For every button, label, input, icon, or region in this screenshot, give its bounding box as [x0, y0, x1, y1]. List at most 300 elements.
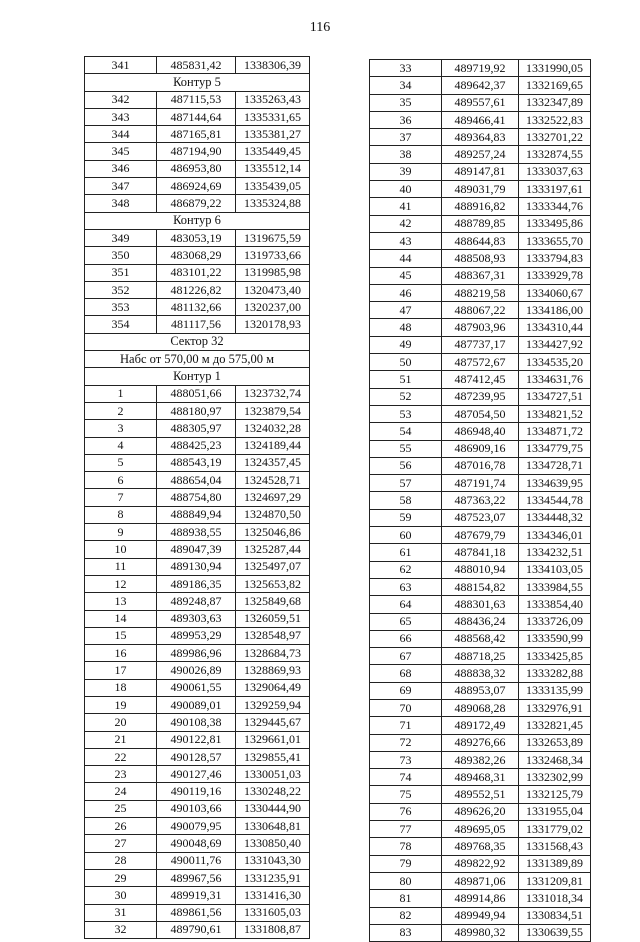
table-row	[370, 111, 591, 128]
point-number-cell: 28	[85, 852, 157, 869]
point-number-cell: 25	[85, 800, 157, 817]
x-coordinate-cell: 489949,94	[442, 907, 519, 924]
point-number-cell: 39	[370, 163, 442, 180]
point-number-cell: 75	[370, 786, 442, 803]
x-coordinate-cell: 488568,42	[442, 630, 519, 647]
y-coordinate-cell: 1332347,89	[519, 94, 591, 111]
y-coordinate-cell: 1325287,44	[236, 541, 310, 558]
y-coordinate-cell: 1334535,20	[519, 354, 591, 371]
x-coordinate-cell: 489364,83	[442, 129, 519, 146]
x-coordinate-cell: 487679,79	[442, 527, 519, 544]
point-number-cell: 29	[85, 869, 157, 886]
y-coordinate-cell: 1323879,54	[236, 402, 310, 419]
table-row	[370, 578, 591, 595]
x-coordinate-cell: 488367,31	[442, 267, 519, 284]
table-row	[85, 506, 310, 523]
y-coordinate-cell: 1330051,03	[236, 766, 310, 783]
point-number-cell: 53	[370, 405, 442, 422]
x-coordinate-cell: 488789,85	[442, 215, 519, 232]
table-row	[370, 423, 591, 440]
x-coordinate-cell: 490079,95	[157, 818, 236, 835]
point-number-cell: 78	[370, 838, 442, 855]
table-row	[370, 163, 591, 180]
table-row	[370, 284, 591, 301]
point-number-cell: 4	[85, 437, 157, 454]
table-row	[85, 627, 310, 644]
point-number-cell: 65	[370, 613, 442, 630]
y-coordinate-cell: 1331018,34	[519, 890, 591, 907]
x-coordinate-cell: 488425,23	[157, 437, 236, 454]
point-number-cell: 73	[370, 751, 442, 768]
table-row	[370, 250, 591, 267]
y-coordinate-cell: 1333037,63	[519, 163, 591, 180]
table-row	[370, 665, 591, 682]
y-coordinate-cell: 1330648,81	[236, 818, 310, 835]
x-coordinate-cell: 488436,24	[442, 613, 519, 630]
point-number-cell: 68	[370, 665, 442, 682]
x-coordinate-cell: 488219,58	[442, 284, 519, 301]
table-row	[370, 94, 591, 111]
table-row	[85, 575, 310, 592]
x-coordinate-cell: 483068,29	[157, 247, 236, 264]
point-number-cell: 5	[85, 454, 157, 471]
table-row	[85, 887, 310, 904]
table-row	[370, 544, 591, 561]
point-number-cell: 24	[85, 783, 157, 800]
x-coordinate-cell: 489980,32	[442, 924, 519, 941]
x-coordinate-cell: 490048,69	[157, 835, 236, 852]
point-number-cell: 14	[85, 610, 157, 627]
x-coordinate-cell: 488654,04	[157, 472, 236, 489]
y-coordinate-cell: 1328869,93	[236, 662, 310, 679]
y-coordinate-cell: 1334232,51	[519, 544, 591, 561]
y-coordinate-cell: 1331990,05	[519, 60, 591, 77]
table-row	[85, 229, 310, 246]
x-coordinate-cell: 490128,57	[157, 748, 236, 765]
x-coordinate-cell: 489303,63	[157, 610, 236, 627]
table-row	[85, 108, 310, 125]
y-coordinate-cell: 1333344,76	[519, 198, 591, 215]
point-number-cell: 80	[370, 872, 442, 889]
y-coordinate-cell: 1331416,30	[236, 887, 310, 904]
y-coordinate-cell: 1333197,61	[519, 181, 591, 198]
point-number-cell: 20	[85, 714, 157, 731]
y-coordinate-cell: 1334448,32	[519, 509, 591, 526]
y-coordinate-cell: 1319675,59	[236, 229, 310, 246]
table-row	[370, 388, 591, 405]
point-number-cell: 48	[370, 319, 442, 336]
y-coordinate-cell: 1323732,74	[236, 385, 310, 402]
table-row	[85, 645, 310, 662]
y-coordinate-cell: 1333590,99	[519, 630, 591, 647]
y-coordinate-cell: 1333726,09	[519, 613, 591, 630]
y-coordinate-cell: 1324357,45	[236, 454, 310, 471]
table-row	[370, 890, 591, 907]
y-coordinate-cell: 1331568,43	[519, 838, 591, 855]
table-row	[370, 371, 591, 388]
x-coordinate-cell: 489986,96	[157, 645, 236, 662]
x-coordinate-cell: 488305,97	[157, 420, 236, 437]
table-row	[85, 143, 310, 160]
point-number-cell: 11	[85, 558, 157, 575]
y-coordinate-cell: 1334186,00	[519, 302, 591, 319]
y-coordinate-cell: 1319985,98	[236, 264, 310, 281]
table-row	[370, 561, 591, 578]
x-coordinate-cell: 489871,06	[442, 872, 519, 889]
table-row	[370, 717, 591, 734]
y-coordinate-cell: 1331605,03	[236, 904, 310, 921]
point-number-cell: 341	[85, 57, 157, 74]
point-number-cell: 351	[85, 264, 157, 281]
x-coordinate-cell: 489967,56	[157, 869, 236, 886]
point-number-cell: 76	[370, 803, 442, 820]
section-header-row	[85, 368, 310, 385]
table-row	[370, 838, 591, 855]
y-coordinate-cell: 1332522,83	[519, 111, 591, 128]
table-row	[370, 786, 591, 803]
y-coordinate-cell: 1333282,88	[519, 665, 591, 682]
table-row	[370, 354, 591, 371]
y-coordinate-cell: 1332468,34	[519, 751, 591, 768]
table-row	[85, 679, 310, 696]
section-header-row	[85, 74, 310, 91]
table-row	[85, 766, 310, 783]
point-number-cell: 12	[85, 575, 157, 592]
section-header: Контур 5	[85, 74, 310, 91]
point-number-cell: 54	[370, 423, 442, 440]
point-number-cell: 350	[85, 247, 157, 264]
table-row	[370, 181, 591, 198]
y-coordinate-cell: 1334871,72	[519, 423, 591, 440]
y-coordinate-cell: 1319733,66	[236, 247, 310, 264]
table-row	[370, 60, 591, 77]
point-number-cell: 63	[370, 578, 442, 595]
point-number-cell: 36	[370, 111, 442, 128]
x-coordinate-cell: 487737,17	[442, 336, 519, 353]
x-coordinate-cell: 487194,90	[157, 143, 236, 160]
point-number-cell: 82	[370, 907, 442, 924]
y-coordinate-cell: 1326059,51	[236, 610, 310, 627]
y-coordinate-cell: 1320237,00	[236, 299, 310, 316]
point-number-cell: 81	[370, 890, 442, 907]
y-coordinate-cell: 1329661,01	[236, 731, 310, 748]
table-row	[85, 281, 310, 298]
x-coordinate-cell: 490127,46	[157, 766, 236, 783]
table-row	[370, 319, 591, 336]
table-row	[370, 509, 591, 526]
x-coordinate-cell: 489642,37	[442, 77, 519, 94]
table-row	[370, 527, 591, 544]
y-coordinate-cell: 1332169,65	[519, 77, 591, 94]
x-coordinate-cell: 488543,19	[157, 454, 236, 471]
x-coordinate-cell: 489068,28	[442, 699, 519, 716]
table-row	[85, 57, 310, 74]
y-coordinate-cell: 1333135,99	[519, 682, 591, 699]
y-coordinate-cell: 1324189,44	[236, 437, 310, 454]
table-row	[370, 734, 591, 751]
y-coordinate-cell: 1330850,40	[236, 835, 310, 852]
table-row	[370, 232, 591, 249]
x-coordinate-cell: 486909,16	[442, 440, 519, 457]
point-number-cell: 79	[370, 855, 442, 872]
table-row	[85, 160, 310, 177]
point-number-cell: 8	[85, 506, 157, 523]
x-coordinate-cell: 488916,82	[442, 198, 519, 215]
point-number-cell: 67	[370, 648, 442, 665]
y-coordinate-cell: 1324528,71	[236, 472, 310, 489]
table-row	[370, 77, 591, 94]
table-row	[370, 475, 591, 492]
point-number-cell: 59	[370, 509, 442, 526]
x-coordinate-cell: 488301,63	[442, 596, 519, 613]
point-number-cell: 57	[370, 475, 442, 492]
point-number-cell: 31	[85, 904, 157, 921]
point-number-cell: 26	[85, 818, 157, 835]
table-row	[85, 818, 310, 835]
point-number-cell: 7	[85, 489, 157, 506]
y-coordinate-cell: 1325497,07	[236, 558, 310, 575]
y-coordinate-cell: 1329259,94	[236, 696, 310, 713]
point-number-cell: 44	[370, 250, 442, 267]
y-coordinate-cell: 1333929,78	[519, 267, 591, 284]
x-coordinate-cell: 490061,55	[157, 679, 236, 696]
point-number-cell: 70	[370, 699, 442, 716]
x-coordinate-cell: 490119,16	[157, 783, 236, 800]
table-row	[370, 630, 591, 647]
point-number-cell: 62	[370, 561, 442, 578]
table-row	[85, 247, 310, 264]
y-coordinate-cell: 1329445,67	[236, 714, 310, 731]
point-number-cell: 19	[85, 696, 157, 713]
x-coordinate-cell: 489382,26	[442, 751, 519, 768]
y-coordinate-cell: 1334060,67	[519, 284, 591, 301]
x-coordinate-cell: 488718,25	[442, 648, 519, 665]
table-row	[85, 921, 310, 938]
x-coordinate-cell: 489276,66	[442, 734, 519, 751]
table-row	[85, 835, 310, 852]
x-coordinate-cell: 487523,07	[442, 509, 519, 526]
point-number-cell: 46	[370, 284, 442, 301]
point-number-cell: 40	[370, 181, 442, 198]
y-coordinate-cell: 1329064,49	[236, 679, 310, 696]
y-coordinate-cell: 1332653,89	[519, 734, 591, 751]
y-coordinate-cell: 1331389,89	[519, 855, 591, 872]
x-coordinate-cell: 483101,22	[157, 264, 236, 281]
point-number-cell: 64	[370, 596, 442, 613]
y-coordinate-cell: 1330834,51	[519, 907, 591, 924]
x-coordinate-cell: 486948,40	[442, 423, 519, 440]
x-coordinate-cell: 486924,69	[157, 178, 236, 195]
point-number-cell: 21	[85, 731, 157, 748]
left-coordinates-table	[84, 56, 310, 939]
table-row	[370, 821, 591, 838]
x-coordinate-cell: 490089,01	[157, 696, 236, 713]
point-number-cell: 58	[370, 492, 442, 509]
point-number-cell: 38	[370, 146, 442, 163]
point-number-cell: 354	[85, 316, 157, 333]
table-row	[85, 420, 310, 437]
y-coordinate-cell: 1320473,40	[236, 281, 310, 298]
y-coordinate-cell: 1333984,55	[519, 578, 591, 595]
point-number-cell: 51	[370, 371, 442, 388]
y-coordinate-cell: 1334821,52	[519, 405, 591, 422]
y-coordinate-cell: 1333794,83	[519, 250, 591, 267]
x-coordinate-cell: 487841,18	[442, 544, 519, 561]
point-number-cell: 16	[85, 645, 157, 662]
point-number-cell: 34	[370, 77, 442, 94]
point-number-cell: 344	[85, 126, 157, 143]
point-number-cell: 23	[85, 766, 157, 783]
point-number-cell: 352	[85, 281, 157, 298]
x-coordinate-cell: 486953,80	[157, 160, 236, 177]
section-header: Сектор 32	[85, 333, 310, 350]
y-coordinate-cell: 1335439,05	[236, 178, 310, 195]
y-coordinate-cell: 1330248,22	[236, 783, 310, 800]
x-coordinate-cell: 487016,78	[442, 457, 519, 474]
y-coordinate-cell: 1331209,81	[519, 872, 591, 889]
y-coordinate-cell: 1332874,55	[519, 146, 591, 163]
y-coordinate-cell: 1325046,86	[236, 524, 310, 541]
point-number-cell: 71	[370, 717, 442, 734]
table-row	[85, 472, 310, 489]
x-coordinate-cell: 489768,35	[442, 838, 519, 855]
x-coordinate-cell: 487903,96	[442, 319, 519, 336]
table-row	[85, 524, 310, 541]
point-number-cell: 42	[370, 215, 442, 232]
y-coordinate-cell: 1334346,01	[519, 527, 591, 544]
point-number-cell: 69	[370, 682, 442, 699]
section-header: Набс от 570,00 м до 575,00 м	[85, 351, 310, 368]
y-coordinate-cell: 1333425,85	[519, 648, 591, 665]
point-number-cell: 6	[85, 472, 157, 489]
table-row	[85, 195, 310, 212]
table-row	[85, 264, 310, 281]
table-row	[370, 803, 591, 820]
table-row	[370, 613, 591, 630]
x-coordinate-cell: 489468,31	[442, 769, 519, 786]
x-coordinate-cell: 489466,41	[442, 111, 519, 128]
x-coordinate-cell: 489695,05	[442, 821, 519, 838]
point-number-cell: 348	[85, 195, 157, 212]
x-coordinate-cell: 489186,35	[157, 575, 236, 592]
y-coordinate-cell: 1334779,75	[519, 440, 591, 457]
point-number-cell: 1	[85, 385, 157, 402]
table-row	[370, 907, 591, 924]
y-coordinate-cell: 1329855,41	[236, 748, 310, 765]
y-coordinate-cell: 1332976,91	[519, 699, 591, 716]
table-row	[85, 904, 310, 921]
y-coordinate-cell: 1332821,45	[519, 717, 591, 734]
table-row	[85, 731, 310, 748]
x-coordinate-cell: 489719,92	[442, 60, 519, 77]
x-coordinate-cell: 489257,24	[442, 146, 519, 163]
table-row	[85, 852, 310, 869]
table-row	[370, 682, 591, 699]
y-coordinate-cell: 1328684,73	[236, 645, 310, 662]
table-row	[85, 593, 310, 610]
table-row	[370, 215, 591, 232]
point-number-cell: 43	[370, 232, 442, 249]
x-coordinate-cell: 489552,51	[442, 786, 519, 803]
table-row	[85, 783, 310, 800]
y-coordinate-cell: 1334544,78	[519, 492, 591, 509]
table-row	[85, 610, 310, 627]
point-number-cell: 60	[370, 527, 442, 544]
section-header: Контур 6	[85, 212, 310, 229]
y-coordinate-cell: 1334639,95	[519, 475, 591, 492]
right-coordinates-table	[369, 59, 591, 942]
table-row	[370, 924, 591, 941]
x-coordinate-cell: 490122,81	[157, 731, 236, 748]
x-coordinate-cell: 488938,55	[157, 524, 236, 541]
point-number-cell: 35	[370, 94, 442, 111]
y-coordinate-cell: 1330639,55	[519, 924, 591, 941]
table-row	[370, 596, 591, 613]
point-number-cell: 55	[370, 440, 442, 457]
table-row	[370, 440, 591, 457]
y-coordinate-cell: 1335263,43	[236, 91, 310, 108]
point-number-cell: 49	[370, 336, 442, 353]
table-row	[85, 489, 310, 506]
y-coordinate-cell: 1331235,91	[236, 869, 310, 886]
point-number-cell: 56	[370, 457, 442, 474]
table-row	[370, 648, 591, 665]
y-coordinate-cell: 1324697,29	[236, 489, 310, 506]
x-coordinate-cell: 488067,22	[442, 302, 519, 319]
table-row	[370, 457, 591, 474]
point-number-cell: 345	[85, 143, 157, 160]
x-coordinate-cell: 488838,32	[442, 665, 519, 682]
y-coordinate-cell: 1324032,28	[236, 420, 310, 437]
y-coordinate-cell: 1333655,70	[519, 232, 591, 249]
section-header-row	[85, 351, 310, 368]
point-number-cell: 83	[370, 924, 442, 941]
point-number-cell: 74	[370, 769, 442, 786]
y-coordinate-cell: 1328548,97	[236, 627, 310, 644]
table-row	[85, 437, 310, 454]
point-number-cell: 45	[370, 267, 442, 284]
y-coordinate-cell: 1332701,22	[519, 129, 591, 146]
page-number: 116	[309, 20, 331, 35]
table-row	[370, 699, 591, 716]
x-coordinate-cell: 487412,45	[442, 371, 519, 388]
x-coordinate-cell: 483053,19	[157, 229, 236, 246]
table-row	[85, 454, 310, 471]
table-row	[370, 302, 591, 319]
x-coordinate-cell: 487239,95	[442, 388, 519, 405]
y-coordinate-cell: 1331779,02	[519, 821, 591, 838]
table-row	[370, 751, 591, 768]
y-coordinate-cell: 1320178,93	[236, 316, 310, 333]
x-coordinate-cell: 485831,42	[157, 57, 236, 74]
y-coordinate-cell: 1331043,30	[236, 852, 310, 869]
y-coordinate-cell: 1331808,87	[236, 921, 310, 938]
table-row	[370, 146, 591, 163]
section-header: Контур 1	[85, 368, 310, 385]
section-header-row	[85, 333, 310, 350]
x-coordinate-cell: 487572,67	[442, 354, 519, 371]
x-coordinate-cell: 489557,61	[442, 94, 519, 111]
point-number-cell: 41	[370, 198, 442, 215]
table-row	[370, 267, 591, 284]
point-number-cell: 52	[370, 388, 442, 405]
x-coordinate-cell: 488180,97	[157, 402, 236, 419]
point-number-cell: 72	[370, 734, 442, 751]
point-number-cell: 66	[370, 630, 442, 647]
x-coordinate-cell: 489047,39	[157, 541, 236, 558]
y-coordinate-cell: 1335381,27	[236, 126, 310, 143]
table-row	[85, 558, 310, 575]
